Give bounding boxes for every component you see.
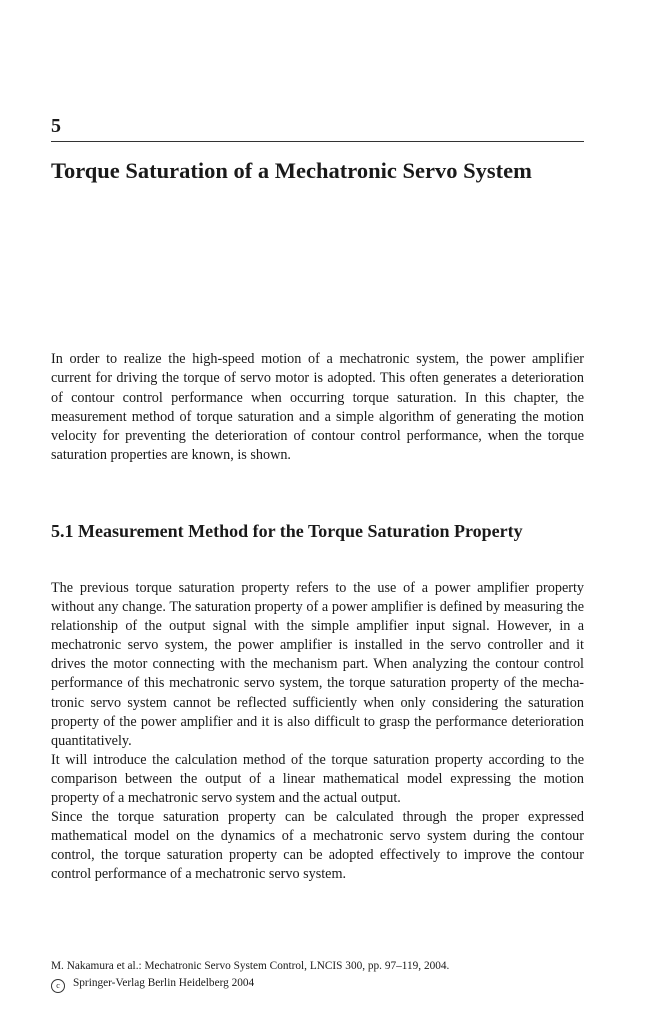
body-paragraph-3: Since the torque saturation property can be calculated through the proper expressed mathematical model on the dynamics of a mechatronic servo system during the contour control, the torque saturation property can be adopted effectively to improve the contour control performance of a mechatronic servo system. xyxy=(51,809,584,883)
chapter-rule xyxy=(51,141,584,142)
section-title: 5.1 Measurement Method for the Torque Saturation Property xyxy=(51,521,523,541)
citation-line: M. Nakamura et al.: Mechatronic Servo System Control, LNCIS 300, pp. 97–119, 2004. xyxy=(51,960,450,972)
copyright-line xyxy=(51,975,584,993)
section-body xyxy=(51,579,584,885)
chapter-abstract: In order to realize the high-speed motion of a mechatronic system, the power amplifier current for driving the torque of servo motor is adopted. This often generates a deterioration of contour control performance when occurring torque saturation. In this chapter, the measurement method of torque saturation and a simple algorithm of generating the motion velocity for preventing the deterioration of contour control performance, when the torque saturation properties are known, is shown. xyxy=(51,351,584,464)
footnote xyxy=(51,958,584,993)
copyright-icon: c xyxy=(51,979,65,993)
body-paragraph-2: It will introduce the calculation method of the torque saturation property according to the comparison between the output of a linear mathematical model expressing the motion property of a mechatronic servo system and the actual output. xyxy=(51,751,584,807)
publisher-text: Springer-Verlag Berlin Heidelberg 2004 xyxy=(73,977,255,989)
body-paragraph-1: The previous torque saturation property refers to the use of a power amplifier property without any change. The saturation property of a power amplifier is defined by measuring the relationship of the output signal with the simple amplifier input signal. However, in a mechatronic servo system, the power amplifier is installed in the servo controller and it drives the motor connecting with the mechanism part. When analyzing the contour control performance of this mechatronic servo system, the torque saturation property of the mechatronic servo system cannot be reflected sufficiently when only considering the saturation property of the power amplifier and it is also difficult to grasp the performance deterioration quantitatively. xyxy=(51,580,584,749)
chapter-title: Torque Saturation of a Mechatronic Servo System xyxy=(51,158,532,183)
chapter-number: 5 xyxy=(51,115,61,137)
